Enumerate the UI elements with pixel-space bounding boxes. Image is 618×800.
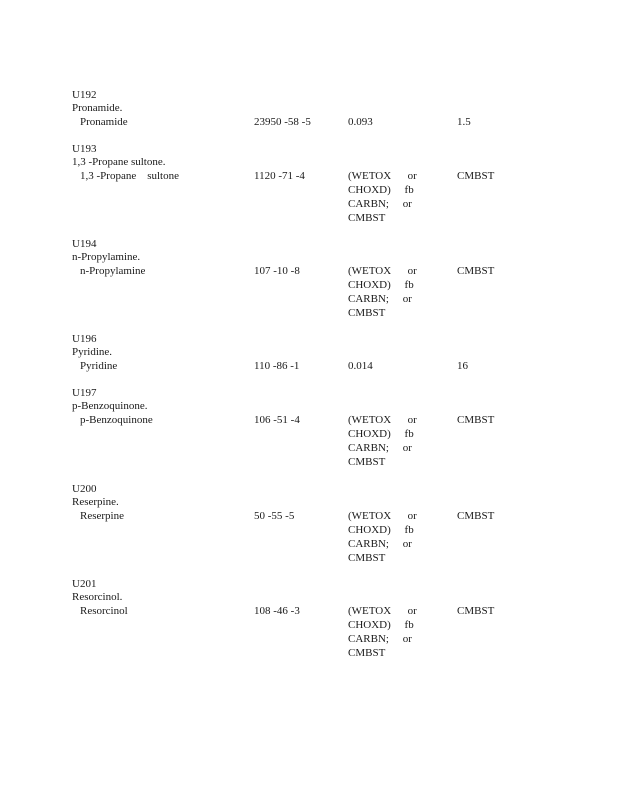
wastewater-line: CARBN; or bbox=[348, 633, 412, 645]
constituent-name: p-Benzoquinone bbox=[80, 414, 153, 426]
wastewater-line: CARBN; or bbox=[348, 293, 412, 305]
nonwastewater-standard: CMBST bbox=[457, 170, 495, 182]
waste-title: Resorcinol. bbox=[72, 591, 123, 603]
constituent-name: Pyridine bbox=[80, 360, 118, 372]
nonwastewater-standard: CMBST bbox=[457, 265, 495, 277]
waste-code: U197 bbox=[72, 387, 97, 399]
wastewater-line: CARBN; or bbox=[348, 538, 412, 550]
waste-title: n-Propylamine. bbox=[72, 251, 141, 263]
nonwastewater-standard: 16 bbox=[457, 360, 468, 372]
cas-number: 107 -10 -8 bbox=[254, 265, 300, 277]
wastewater-line: (WETOX or bbox=[348, 605, 417, 617]
cas-number: 108 -46 -3 bbox=[254, 605, 300, 617]
wastewater-line: CHOXD) fb bbox=[348, 279, 414, 291]
constituent-name: n-Propylamine bbox=[80, 265, 146, 277]
waste-title: Pronamide. bbox=[72, 102, 123, 114]
cas-number: 106 -51 -4 bbox=[254, 414, 300, 426]
wastewater-line: CMBST bbox=[348, 456, 386, 468]
wastewater-line: CHOXD) fb bbox=[348, 524, 414, 536]
wastewater-line: 0.093 bbox=[348, 116, 373, 128]
wastewater-line: CMBST bbox=[348, 212, 386, 224]
wastewater-line: CARBN; or bbox=[348, 442, 412, 454]
wastewater-line: CHOXD) fb bbox=[348, 619, 414, 631]
wastewater-line: CHOXD) fb bbox=[348, 184, 414, 196]
waste-title: 1,3 -Propane sultone. bbox=[72, 156, 166, 168]
wastewater-line: CHOXD) fb bbox=[348, 428, 414, 440]
nonwastewater-standard: 1.5 bbox=[457, 116, 471, 128]
cas-number: 23950 -58 -5 bbox=[254, 116, 311, 128]
wastewater-line: (WETOX or bbox=[348, 510, 417, 522]
wastewater-line: 0.014 bbox=[348, 360, 373, 372]
constituent-name: Resorcinol bbox=[80, 605, 128, 617]
wastewater-line: CMBST bbox=[348, 647, 386, 659]
waste-title: p-Benzoquinone. bbox=[72, 400, 148, 412]
wastewater-line: (WETOX or bbox=[348, 414, 417, 426]
waste-title: Reserpine. bbox=[72, 496, 119, 508]
wastewater-line: (WETOX or bbox=[348, 170, 417, 182]
cas-number: 110 -86 -1 bbox=[254, 360, 300, 372]
waste-code: U200 bbox=[72, 483, 97, 495]
wastewater-line: CMBST bbox=[348, 552, 386, 564]
constituent-name: 1,3 -Propane sultone bbox=[80, 170, 179, 182]
constituent-name: Pronamide bbox=[80, 116, 128, 128]
waste-code: U196 bbox=[72, 333, 97, 345]
nonwastewater-standard: CMBST bbox=[457, 605, 495, 617]
waste-code: U201 bbox=[72, 578, 97, 590]
waste-code: U194 bbox=[72, 238, 97, 250]
waste-title: Pyridine. bbox=[72, 346, 113, 358]
constituent-name: Reserpine bbox=[80, 510, 124, 522]
nonwastewater-standard: CMBST bbox=[457, 510, 495, 522]
nonwastewater-standard: CMBST bbox=[457, 414, 495, 426]
waste-code: U192 bbox=[72, 89, 97, 101]
cas-number: 1120 -71 -4 bbox=[254, 170, 305, 182]
waste-code: U193 bbox=[72, 143, 97, 155]
cas-number: 50 -55 -5 bbox=[254, 510, 295, 522]
wastewater-line: (WETOX or bbox=[348, 265, 417, 277]
wastewater-line: CARBN; or bbox=[348, 198, 412, 210]
wastewater-line: CMBST bbox=[348, 307, 386, 319]
